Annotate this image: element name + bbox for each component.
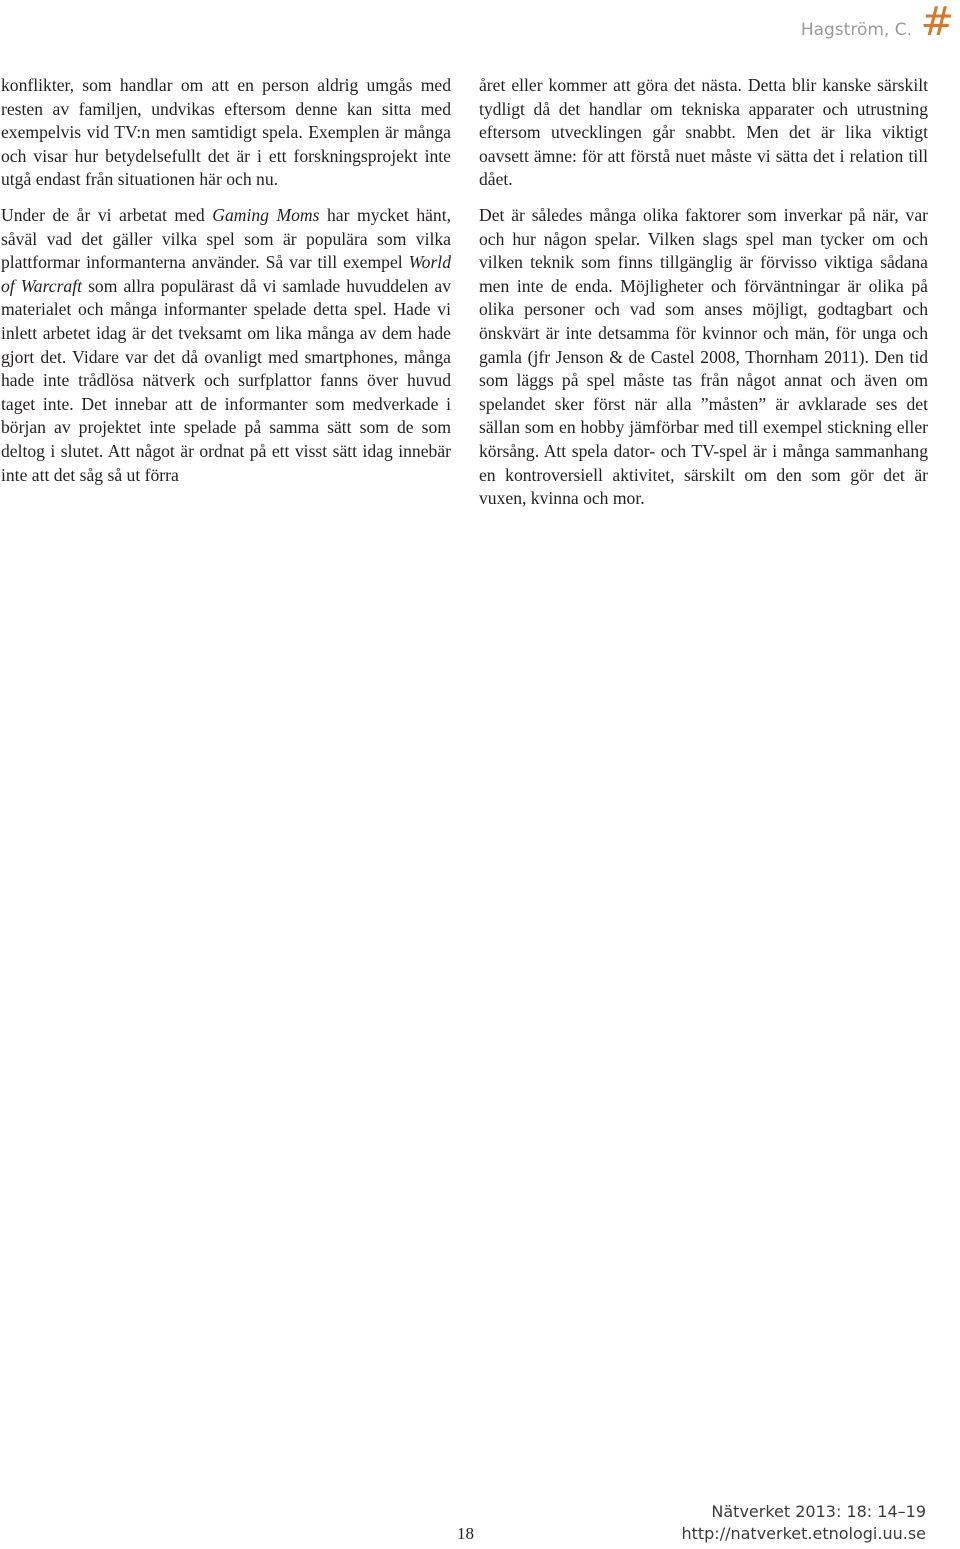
right-text-column: [479, 74, 928, 523]
footer-url[interactable]: http://natverket.etnologi.uu.se: [681, 1524, 926, 1543]
text-run: Under de år vi arbetat med: [1, 204, 213, 225]
paragraph: [1, 204, 451, 487]
italic-title-world-of-warcraft: World of Warcraft: [1, 252, 451, 296]
page-number: 18: [457, 1524, 474, 1543]
left-text-column: [1, 74, 451, 499]
italic-title-gaming-moms: Gaming Moms: [212, 204, 320, 225]
paragraph: året eller kommer att göra det nästa. Detta blir kanske särskilt tydligt då det handlar om tekniska apparater och utrustning eftersom utvecklingen går snabbt. Men det är lika viktigt oavsett ämne: för att förstå nuet måste vi sätta det i relation till dået.: [479, 75, 928, 190]
footer-journal-citation: Nätverket 2013: 18: 14–19: [711, 1502, 926, 1521]
paragraph: Det är således många olika faktorer som inverkar på när, var och hur någon spelar. Vilken slags spel man tycker om och vilken teknik som finns tillgänglig är förvisso viktiga sådana men inte de enda. Möjligheter och förväntningar är olika på olika personer och vad som anses möjligt, godtagbart och önskvärt är inte detsamma för kvinnor och män, för unga och gamla (jfr Jenson & de Castel 2008, Thornham 2011). Den tid som läggs på spel måste tas från något annat och även om spelandet sker först när alla ”måsten” är avklarade ses det sällan som en hobby jämförbar med till exempel stickning eller körsång. Att spela dator- och TV-spel är i många sammanhang en kontroversiell aktivitet, särskilt om den som gör det är vuxen, kvinna och mor.: [479, 204, 928, 509]
paragraph: konflikter, som handlar om att en person aldrig umgås med resten av familjen, undvikas eftersom denne kan sitta med exempelvis vid TV:n men samtidigt spela. Exemplen är många och visar hur betydelsefullt det är i ett forskningsprojekt inte utgå endast från situationen här och nu.: [1, 75, 451, 190]
text-run: har mycket hänt, såväl vad det gäller vilka spel som är populära som vilka plattformar informanterna använder. Så var till exempel: [1, 204, 452, 273]
running-header-author: Hagström, C.: [800, 20, 912, 40]
hash-logo-mark: #: [920, 0, 954, 45]
text-run: som allra populärast då vi samlade huvuddelen av materialet och många informanter spelade detta spel. Hade vi inlett arbetet idag är det tveksamt om lika många av dem hade gjort det. Vidare var det då ovanligt med smartphones, många hade inte trådlösa nätverk och surfplattor fanns över huvud taget inte. Det innebar att de informanter som medverkade i början av projektet inte spelade på samma sätt som de som deltog i slutet. Att något är ordnat på ett visst sätt idag innebär inte att det såg så ut förra: [1, 275, 452, 485]
